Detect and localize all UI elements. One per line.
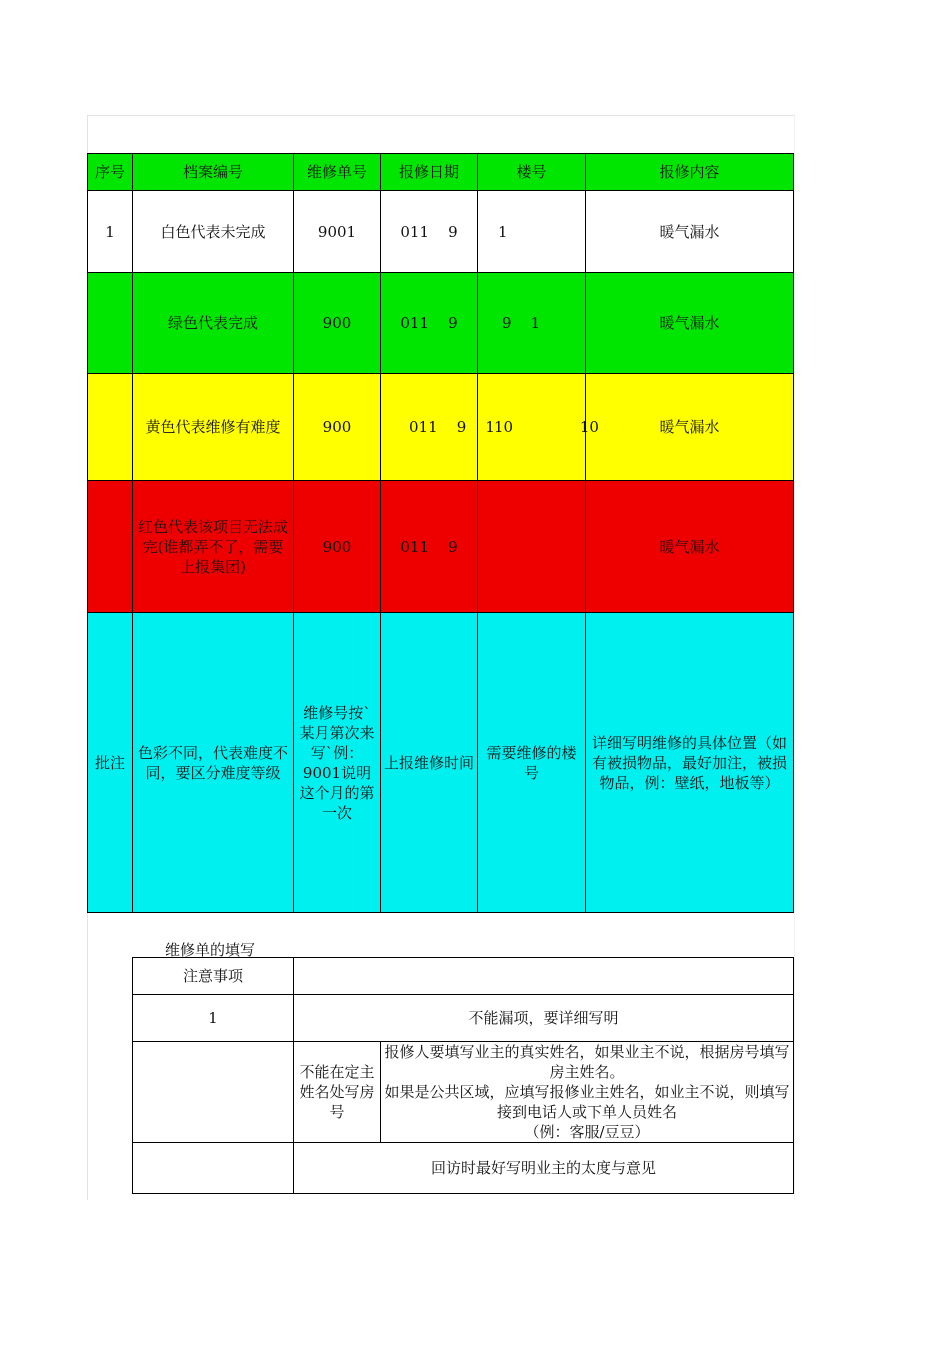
remark-archive[interactable]: 色彩不同，代表难度不同，要区分难度等级 — [133, 613, 294, 913]
table-header-row — [88, 154, 794, 191]
notes-table — [132, 957, 794, 1194]
cell-building[interactable]: 1 — [478, 191, 586, 273]
notes-row — [133, 1042, 794, 1143]
table-row — [88, 374, 794, 481]
cell-order[interactable]: 9001 — [294, 191, 381, 273]
cell-content[interactable]: 暖气漏水 — [586, 273, 794, 374]
header-seq[interactable]: 序号 — [88, 154, 133, 191]
remark-building[interactable]: 需要维修的楼号 — [478, 613, 586, 913]
cell-archive[interactable]: 黄色代表维修有难度 — [133, 374, 294, 481]
header-content[interactable]: 报修内容 — [586, 154, 794, 191]
cell-content[interactable]: 暖气漏水 — [586, 481, 794, 613]
header-archive[interactable]: 档案编号 — [133, 154, 294, 191]
cell-order[interactable]: 900 — [294, 481, 381, 613]
notes-row — [133, 995, 794, 1042]
header-date[interactable]: 报修日期 — [381, 154, 478, 191]
notes-header-empty[interactable] — [294, 958, 794, 995]
remarks-row — [88, 613, 794, 913]
notes-row-text[interactable]: 回访时最好写明业主的太度与意见 — [294, 1143, 794, 1194]
notes-row — [133, 1143, 794, 1194]
notes-detail-line: 如果是公共区域，应填写报修业主姓名，如业主不说，则填写接到电话人或下单人员姓名 — [384, 1083, 790, 1121]
repair-table — [87, 153, 794, 913]
header-building[interactable]: 楼号 — [478, 154, 586, 191]
notes-row-detail[interactable] — [381, 1042, 794, 1143]
table-row — [88, 273, 794, 374]
cell-archive[interactable]: 绿色代表完成 — [133, 273, 294, 374]
cell-seq[interactable] — [88, 481, 133, 613]
notes-row-number[interactable] — [133, 1143, 294, 1194]
cell-date[interactable]: 011 9 1 — [381, 374, 478, 481]
cell-seq[interactable] — [88, 273, 133, 374]
remark-seq[interactable]: 批注 — [88, 613, 133, 913]
cell-order[interactable]: 900 — [294, 273, 381, 374]
cell-date[interactable]: 011 9 — [381, 481, 478, 613]
remark-order[interactable]: 维修号按`某月第次来写`例：9001说明这个月的第一次 — [294, 613, 381, 913]
cell-building[interactable]: 10 10 — [478, 374, 586, 481]
notes-header-row — [133, 958, 794, 995]
notes-row-text[interactable]: 不能漏项，要详细写明 — [294, 995, 794, 1042]
notes-row-number[interactable]: 1 — [133, 995, 294, 1042]
cell-date[interactable]: 011 9 — [381, 273, 478, 374]
header-order[interactable]: 维修单号 — [294, 154, 381, 191]
table-row — [88, 481, 794, 613]
cell-date[interactable]: 011 9 — [381, 191, 478, 273]
cell-building[interactable] — [478, 481, 586, 613]
remark-date[interactable]: 上报维修时间 — [381, 613, 478, 913]
notes-row-label[interactable]: 不能在定主姓名处写房号 — [294, 1042, 381, 1143]
notes-detail-line: （例：客服/豆豆） — [524, 1123, 650, 1141]
cell-content[interactable]: 暖气漏水 — [586, 374, 794, 481]
cell-archive[interactable]: 红色代表该项目无法成完(谁都弄不了，需要上报集团) — [133, 481, 294, 613]
remark-content[interactable]: 详细写明维修的具体位置（如有被损物品，最好加注，被损物品，例：壁纸，地板等） — [586, 613, 794, 913]
notes-header-label[interactable]: 注意事项 — [133, 958, 294, 995]
notes-title: 维修单的填写 — [165, 941, 256, 959]
cell-archive[interactable]: 白色代表未完成 — [133, 191, 294, 273]
cell-order[interactable]: 900 — [294, 374, 381, 481]
cell-building[interactable]: 9 1 — [478, 273, 586, 374]
notes-detail-line: 报修人要填写业主的真实姓名，如果业主不说，根据房号填写房主姓名。 — [384, 1043, 790, 1081]
table-row — [88, 191, 794, 273]
cell-content[interactable]: 暖气漏水 — [586, 191, 794, 273]
notes-row-number[interactable] — [133, 1042, 294, 1143]
cell-seq[interactable] — [88, 374, 133, 481]
cell-seq[interactable]: 1 — [88, 191, 133, 273]
